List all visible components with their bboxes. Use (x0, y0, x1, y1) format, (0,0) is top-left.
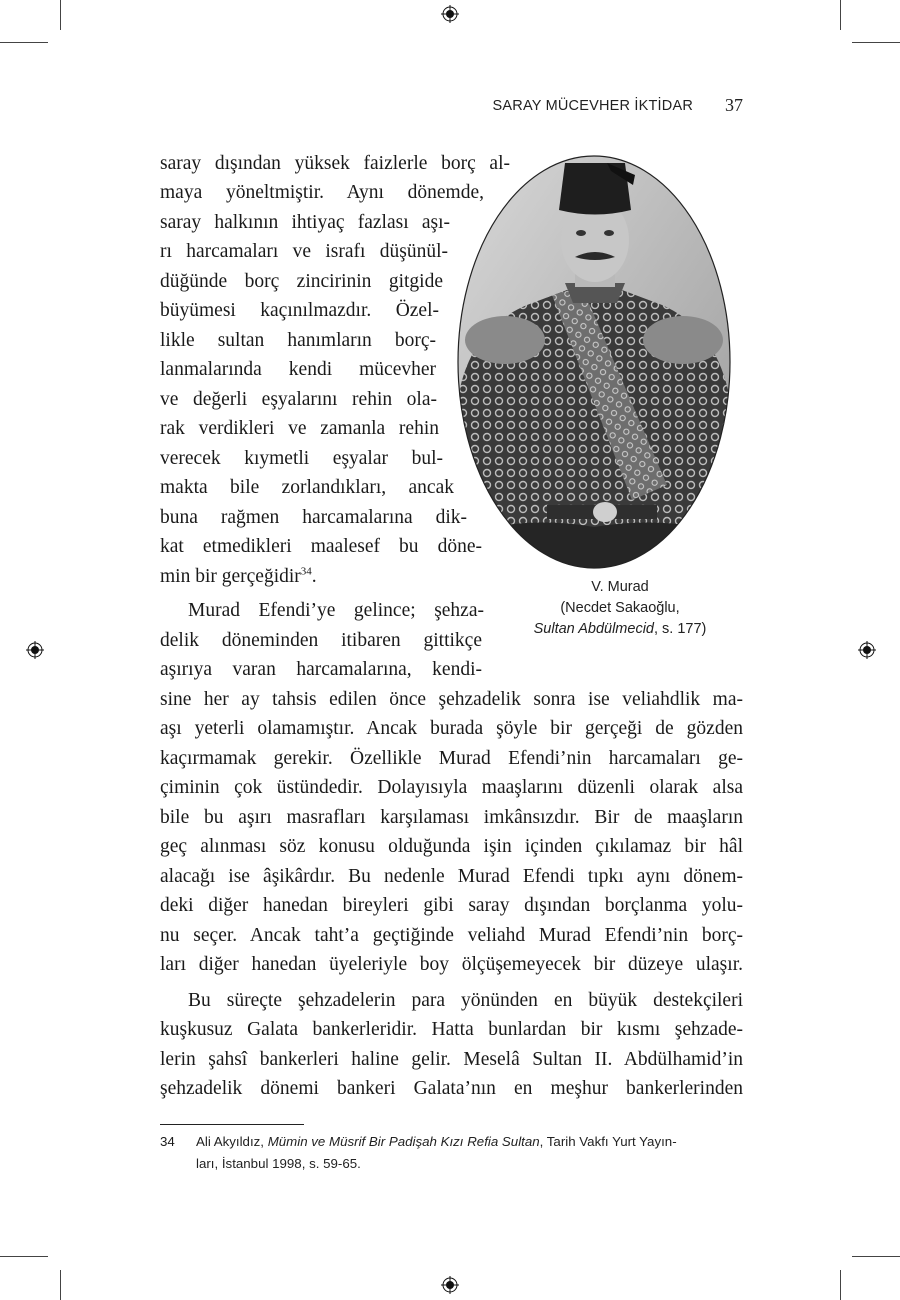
body-line: bile bu aşırı masrafları karşılaması imkânsızdır. Bir de maaşların (160, 807, 743, 828)
body-line: Bu süreçte şehzadelerin para yönünden en büyük destekçileri (188, 990, 743, 1011)
registration-mark-icon (441, 1276, 459, 1294)
footnote-author: Ali Akyıldız, (196, 1134, 268, 1149)
body-line: lanmalarında kendi mücevher (160, 359, 436, 380)
portrait-image (457, 155, 731, 569)
crop-mark (0, 1256, 48, 1257)
footnote-rule (160, 1124, 304, 1125)
body-text: . (311, 566, 317, 587)
caption-reference (500, 619, 740, 640)
body-line: makta bile zorlandıkları, ancak (160, 477, 454, 498)
footnote-ref: 34 (300, 565, 312, 578)
body-line: buna rağmen harcamalarına dik- (160, 507, 467, 528)
body-line: kaçırmamak gerekir. Özellikle Murad Efendi’nin harcamaları ge- (160, 748, 743, 769)
body-line: kat etmedikleri maalesef bu döne- (160, 536, 482, 557)
crop-mark (840, 0, 841, 30)
footnote-publisher: , Tarih Vakfı Yurt Yayın- (539, 1134, 677, 1149)
caption-book-title: Sultan Abdülmecid (533, 621, 654, 637)
crop-mark (60, 0, 61, 30)
body-line: şehzadelik dönemi bankeri Galata’nın en meşhur bankerlerinden (160, 1078, 743, 1099)
crop-mark (0, 42, 48, 43)
footnote-line: ları, İstanbul 1998, s. 59-65. (196, 1156, 361, 1171)
caption-pages: , s. 177) (653, 621, 707, 637)
body-line: alacağı ise âşikârdır. Bu nedenle Murad Efendi tıpkı aynı dönem- (160, 866, 743, 887)
body-line: ları diğer hanedan üyeleriyle boy ölçüşemeyecek bir düzeye ulaşır. (160, 954, 743, 975)
image-caption (500, 577, 740, 640)
body-line: sine her ay tahsis edilen önce şehzadelik sonra ise veliahdlik ma- (160, 689, 743, 710)
body-line: Murad Efendi’ye gelince; şehza- (188, 600, 484, 621)
body-line-last (160, 562, 317, 592)
body-line: saray dışından yüksek faizlerle borç al- (160, 153, 510, 174)
caption-source: (Necdet Sakaoğlu, (560, 600, 680, 616)
footnote-title: Mümin ve Müsrif Bir Padişah Kızı Refia Sultan (267, 1134, 540, 1149)
body-line: likle sultan hanımların borç- (160, 330, 436, 351)
registration-mark-icon (858, 641, 876, 659)
body-line: saray halkının ihtiyaç fazlası aşı- (160, 212, 450, 233)
body-line: rı harcamaları ve israfı düşünül- (160, 241, 448, 262)
registration-mark-icon (441, 5, 459, 23)
body-line: düğünde borç zincirinin gitgide (160, 271, 443, 292)
registration-mark-icon (26, 641, 44, 659)
body-line: deki diğer hanedan bireyleri gibi saray dışından borçlanma yolu- (160, 895, 743, 916)
body-line: büyümesi kaçınılmazdır. Özel- (160, 300, 439, 321)
body-line: kuşkusuz Galata bankerleridir. Hatta bunlardan bir kısmı şehzade- (160, 1019, 743, 1040)
body-line: geç alınması söz konusu olduğunda işin içinden çıkılamaz bir hâl (160, 836, 743, 857)
body-line: maya yöneltmiştir. Aynı dönemde, (160, 182, 484, 203)
page-number: 37 (725, 95, 743, 115)
body-line: aşı yeterli olamamıştır. Ancak burada şöyle bir gerçeği de gözden (160, 718, 743, 739)
crop-mark (60, 1270, 61, 1300)
body-line: rak verdikleri ve zamanla rehin (160, 418, 439, 439)
body-line: çiminin çok üstündedir. Dolayısıyla maaşlarını düzenli olarak alsa (160, 777, 743, 798)
body-line: delik döneminden itibaren gittikçe (160, 630, 482, 651)
footnote-number: 34 (160, 1134, 175, 1149)
footnote-line (196, 1134, 743, 1149)
crop-mark (840, 1270, 841, 1300)
body-line: verecek kıymetli eşyalar bul- (160, 448, 443, 469)
running-title: SARAY MÜCEVHER İKTİDAR (492, 98, 693, 114)
body-line: nu seçer. Ancak taht’a geçtiğinde veliahd Murad Efendi’nin borç- (160, 925, 743, 946)
caption-name: V. Murad (591, 579, 649, 595)
crop-mark (852, 1256, 900, 1257)
body-text: min bir gerçeğidir (160, 566, 301, 587)
body-line: aşırıya varan harcamalarına, kendi- (160, 659, 482, 680)
body-line: ve değerli eşyalarını rehin ola- (160, 389, 437, 410)
crop-mark (852, 42, 900, 43)
body-line: lerin şahsî bankerleri haline gelir. Meselâ Sultan II. Abdülhamid’in (160, 1049, 743, 1070)
running-header (160, 95, 743, 121)
